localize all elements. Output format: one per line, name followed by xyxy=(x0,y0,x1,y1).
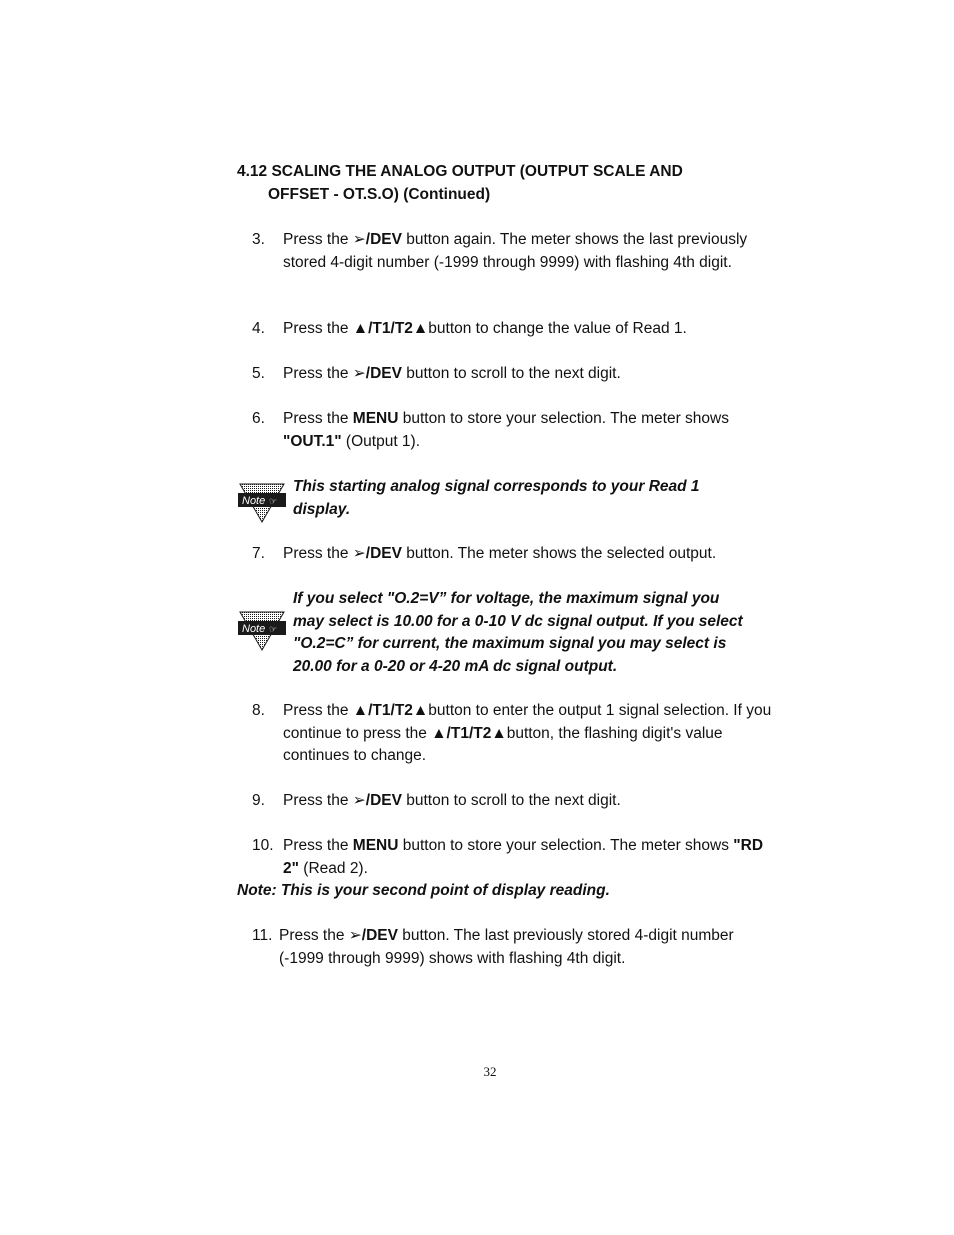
section-heading xyxy=(237,161,683,206)
step-item xyxy=(252,318,772,341)
up-button-ref: ▲/T1/T2▲ xyxy=(431,724,507,742)
step-item xyxy=(252,543,772,566)
up-button-ref: ▲/T1/T2▲ xyxy=(352,320,429,337)
text-run: (Read 2). xyxy=(298,859,368,877)
up-button-ref: ▲/T1/T2▲ xyxy=(352,702,429,719)
note-text: If you select "O.2=V” for voltage, the maximum signal you may select is 10.00 for a 0-10 V dc signal output. If you select "O.2=C” for current, the maximum signal you may select is 20.00 for a 0-20 or 4-20 mA dc signal output. xyxy=(293,590,743,675)
page-number: 32 xyxy=(483,1064,497,1079)
step-text xyxy=(283,363,772,386)
step-number: 11. xyxy=(252,927,273,944)
menu-button-ref: MENU xyxy=(352,837,399,854)
text-run: button to store your selection. The meter shows xyxy=(398,410,729,427)
step-item xyxy=(252,790,772,813)
note-label: Note xyxy=(242,495,266,507)
text-run: Press the xyxy=(283,320,353,337)
pointing-hand-icon: ☞ xyxy=(269,625,278,635)
text-run: button again. The meter shows the last previously stored 4-digit number (-1999 through 9999) with flashing 4th digit. xyxy=(283,231,748,271)
text-run: Press the xyxy=(283,365,353,382)
step-text xyxy=(283,229,772,274)
step-number: 4. xyxy=(252,320,265,337)
step-text xyxy=(283,408,772,453)
text-run: (Output 1). xyxy=(341,432,421,450)
text-run: Press the xyxy=(283,837,353,854)
text-run: button. The meter shows the selected output. xyxy=(401,545,717,562)
step-text xyxy=(279,925,772,970)
step-number: 5. xyxy=(252,365,265,382)
step-number: 8. xyxy=(252,702,265,719)
step-number: 9. xyxy=(252,792,265,809)
text-run: Press the xyxy=(283,410,353,427)
menu-button-ref: MENU xyxy=(352,410,399,427)
note-label: Note xyxy=(242,623,266,635)
text-run: Press the xyxy=(283,702,353,719)
text-run: button to scroll to the next digit. xyxy=(401,792,621,809)
step-text xyxy=(283,700,772,768)
text-run: Press the xyxy=(279,927,349,944)
step-text xyxy=(283,543,772,566)
text-run: button to change the value of Read 1. xyxy=(428,320,687,337)
dev-button-ref: ➢/DEV xyxy=(348,927,398,944)
note-text: This starting analog signal corresponds to your Read 1 display. xyxy=(293,478,700,518)
step-item xyxy=(252,700,772,768)
display-reading-note: Note: This is your second point of display reading. xyxy=(237,882,610,899)
pointing-hand-icon: ☞ xyxy=(269,497,278,507)
section-heading-line-1: 4.12 SCALING THE ANALOG OUTPUT (OUTPUT SCALE AND xyxy=(237,163,683,180)
dev-button-ref: ➢/DEV xyxy=(352,365,402,382)
step-number: 3. xyxy=(252,231,265,248)
step-text xyxy=(283,790,772,813)
display-code: "OUT.1" xyxy=(283,432,342,450)
text-run: Press the xyxy=(283,231,353,248)
text-run: button to scroll to the next digit. xyxy=(401,365,621,382)
note-icon xyxy=(238,480,286,524)
text-run: button to enter the output 1 signal selection. If you continue to press the xyxy=(283,702,772,742)
step-item xyxy=(252,229,772,274)
dev-button-ref: ➢/DEV xyxy=(352,792,402,809)
dev-button-ref: ➢/DEV xyxy=(352,231,402,248)
step-number: 7. xyxy=(252,545,265,562)
step-item xyxy=(252,408,772,453)
step-item xyxy=(252,835,772,880)
note-icon xyxy=(238,608,286,652)
step-number: 6. xyxy=(252,410,265,427)
text-run: button, the flashing digit's value continues to change. xyxy=(283,724,723,764)
section-heading-line-2: OFFSET - OT.S.O) (Continued) xyxy=(268,185,491,203)
step-item xyxy=(252,925,772,970)
text-run: Press the xyxy=(283,545,353,562)
text-run: button. The last previously stored 4-digit number (-1999 through 9999) shows with flashing 4th digit. xyxy=(279,927,734,967)
display-code: "RD 2" xyxy=(283,837,764,877)
dev-button-ref: ➢/DEV xyxy=(352,545,402,562)
step-item xyxy=(252,363,772,386)
step-number: 10. xyxy=(252,837,274,854)
step-text xyxy=(283,835,772,880)
step-text xyxy=(283,318,772,341)
text-run: button to store your selection. The meter shows xyxy=(398,837,734,854)
text-run: Press the xyxy=(283,792,353,809)
